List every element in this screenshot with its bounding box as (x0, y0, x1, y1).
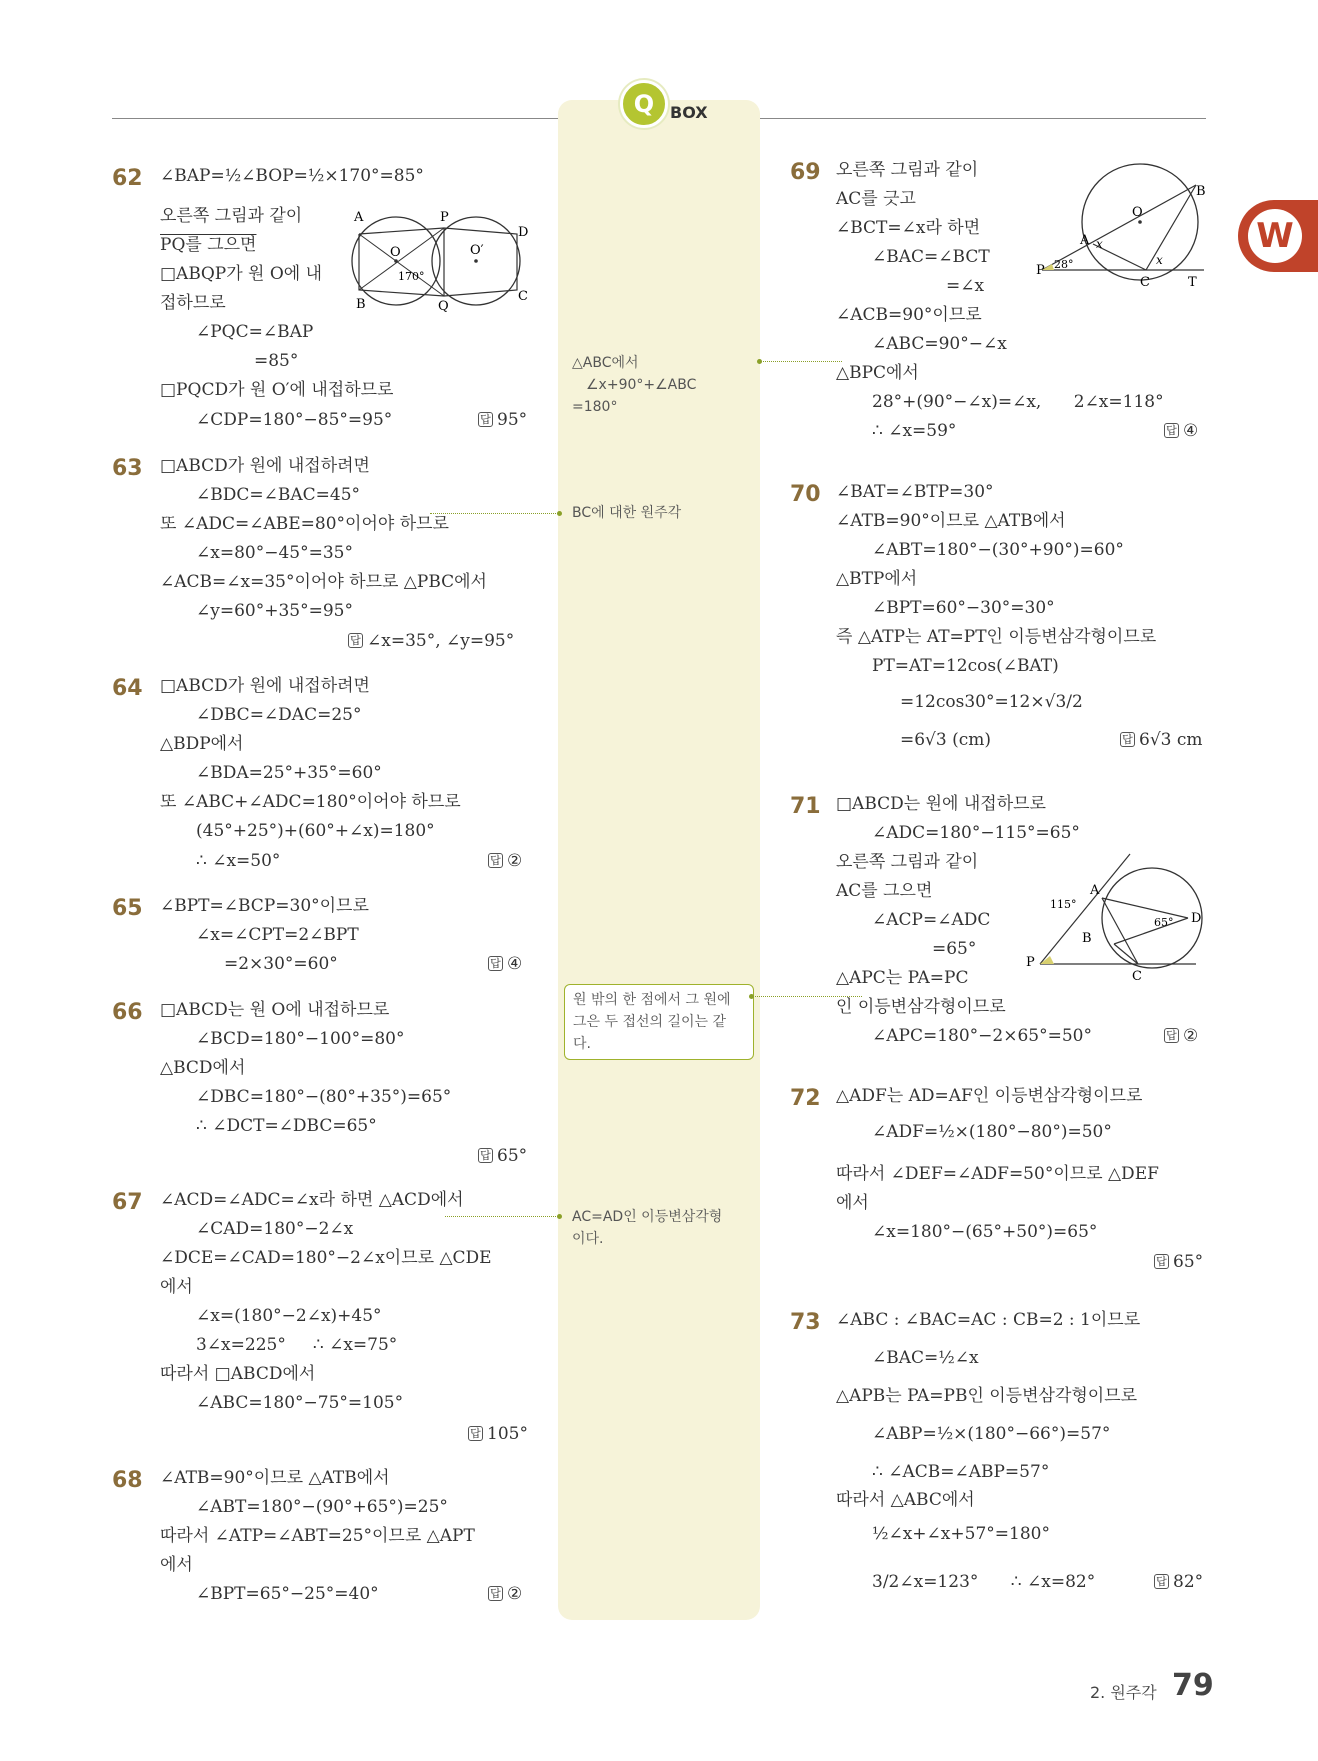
solution-line: □ABCD는 원에 내접하므로 (836, 794, 1046, 814)
solution-line: ∠BCT=∠x라 하면 (836, 218, 981, 238)
problem-number: 68 (112, 1468, 143, 1493)
solution-line: 오른쪽 그림과 같이 (836, 160, 979, 180)
solution-line: ∠CAD=180°−2∠x (196, 1219, 354, 1239)
solution-line: ∠APC=180°−2×65°=50° (872, 1026, 1092, 1046)
fig-label: P (1036, 263, 1045, 278)
fig-label: T (1188, 275, 1197, 290)
solution-line: ∠BPT=65°−25°=40° (196, 1584, 379, 1604)
solution-line: ∠DBC=∠DAC=25° (196, 705, 362, 725)
note-line: 원 밖의 한 점에서 그 원에 (573, 992, 731, 1008)
solution-line: ∠ABT=180°−(30°+90°)=60° (872, 540, 1124, 560)
solution-line: ∠ADC=180°−115°=65° (872, 823, 1080, 843)
problem-number: 66 (112, 1000, 143, 1025)
solution-line: ∠x=(180°−2∠x)+45° (196, 1306, 382, 1326)
solution-line: ∴ ∠x=50° (196, 851, 281, 871)
answer: 답 65° (1154, 1252, 1203, 1272)
solution-line: ∠ACP=∠ADC (872, 910, 991, 930)
fig-label: A (1080, 233, 1090, 248)
solution-line: ∠BAT=∠BTP=30° (836, 482, 994, 502)
solution-line: =∠x (946, 276, 985, 296)
solution-line: ∠x=80°−45°=35° (196, 543, 353, 563)
solution-line: ∠ATB=90°이므로 △ATB에서 (160, 1468, 390, 1488)
solution-line: 따라서 ∠ATP=∠ABT=25°이므로 △APT (160, 1526, 475, 1546)
fig-label: D (1191, 911, 1202, 926)
note-line: 다. (573, 1036, 591, 1052)
solution-line: ∠ABT=180°−(90°+65°)=25° (196, 1497, 448, 1517)
solution-line: 에서 (836, 1193, 869, 1213)
solution-line: □ABCD가 원에 내접하려면 (160, 676, 370, 696)
figure-71 (1026, 852, 1206, 982)
problem-number: 65 (112, 896, 143, 921)
solution-line: ∠DCE=∠CAD=180°−2∠x이므로 △CDE (160, 1248, 492, 1268)
fig-label: C (1140, 275, 1150, 290)
fig-label: B (1196, 184, 1206, 199)
solution-line: □PQCD가 원 O′에 내접하므로 (160, 380, 394, 400)
fig-label: D (518, 225, 529, 240)
solution-line: AC를 긋고 (836, 189, 916, 209)
fig-label: B (1082, 931, 1092, 946)
fig-label: C (518, 289, 528, 304)
fig-label: x (1156, 253, 1163, 267)
solution-line: ∠ABC=90°−∠x (872, 334, 1007, 354)
qbox-column (558, 100, 760, 1620)
solution-line: △BDP에서 (160, 734, 244, 754)
solution-line: (45°+25°)+(60°+∠x)=180° (196, 821, 435, 841)
fig-label: O (390, 245, 401, 260)
solution-line: △BPC에서 (836, 363, 919, 383)
header-rule-right (760, 118, 1206, 119)
solution-line: =85° (254, 351, 299, 371)
solution-line: ∠BAC=½∠x (872, 1348, 979, 1368)
solution-line: □ABCD는 원 O에 내접하므로 (160, 1000, 390, 1020)
solution-line: △BTP에서 (836, 569, 918, 589)
answer: 답 65° (478, 1146, 527, 1166)
answer: 답 105° (468, 1424, 528, 1444)
solution-line: ∠ACD=∠ADC=∠x라 하면 △ACD에서 (160, 1190, 464, 1210)
qbox-label: BOX (670, 103, 708, 122)
problem-number: 70 (790, 482, 821, 507)
qbox-note-71 (564, 984, 754, 1060)
problem-number: 72 (790, 1086, 821, 1111)
qbox-q-badge: Q (620, 80, 668, 128)
answer: 답 ② (488, 851, 522, 871)
solution-line: 따라서 △ABC에서 (836, 1490, 975, 1510)
solution-line: ∠ATB=90°이므로 △ATB에서 (836, 511, 1066, 531)
fig-label: Q (438, 299, 449, 314)
fig-label: 115° (1050, 898, 1077, 911)
fig-label: B (356, 297, 366, 312)
solution-line: ½∠x+∠x+57°=180° (872, 1524, 1050, 1544)
fig-label: x (1096, 237, 1103, 251)
note-line: BC에 대한 원주각 (572, 505, 682, 521)
fig-label: C (1132, 969, 1142, 982)
connector-69 (760, 361, 842, 362)
solution-line: ∠x=∠CPT=2∠BPT (196, 925, 359, 945)
fig-label: A (354, 210, 364, 225)
answer: 답 ④ (488, 954, 522, 974)
problem-number: 69 (790, 160, 821, 185)
solution-line: ∠BDC=∠BAC=45° (196, 485, 361, 505)
solution-line: ∠BPT=60°−30°=30° (872, 598, 1055, 618)
solution-line: ∴ ∠DCT=∠DBC=65° (196, 1116, 377, 1136)
problem-number: 62 (112, 166, 143, 191)
figure-62 (346, 206, 530, 314)
solution-line: 또 ∠ABC+∠ADC=180°이어야 하므로 (160, 792, 461, 812)
figure-69 (1036, 160, 1212, 292)
solution-line: ∠ACB=∠x=35°이어야 하므로 △PBC에서 (160, 572, 487, 592)
section-tab (1238, 200, 1318, 272)
solution-line: 접하므로 (160, 293, 226, 313)
solution-line: 인 이등변삼각형이므로 (836, 997, 1006, 1017)
solution-line: ∠PQC=∠BAP (196, 322, 314, 342)
solution-line: AC를 그으면 (836, 881, 933, 901)
note-line: AC=AD인 이등변삼각형 (572, 1209, 723, 1225)
qbox-note-69 (572, 352, 696, 418)
note-line: 그은 두 접선의 길이는 같 (573, 1014, 727, 1030)
solution-line: ∴ ∠ACB=∠ABP=57° (872, 1462, 1050, 1482)
answer: 답 95° (478, 410, 527, 430)
solution-line: ∠BCD=180°−100°=80° (196, 1029, 405, 1049)
answer: 답 ∠x=35°, ∠y=95° (348, 631, 514, 651)
solution-line: 또 ∠ADC=∠ABE=80°이어야 하므로 (160, 514, 449, 534)
solution-line: △ADF는 AD=AF인 이등변삼각형이므로 (836, 1086, 1143, 1106)
fig-label: O (1132, 205, 1143, 220)
solution-line: 에서 (160, 1277, 193, 1297)
answer: 답 6√3 cm (1120, 730, 1203, 750)
connector-dot (557, 511, 562, 516)
problem-number: 64 (112, 676, 143, 701)
fig-label: 28° (1054, 258, 1074, 271)
answer: 답 82° (1154, 1572, 1203, 1592)
solution-line: ∠ABC=180°−75°=105° (196, 1393, 404, 1413)
solution-line: =65° (932, 939, 977, 959)
connector-63 (430, 513, 560, 514)
answer: 답 ④ (1164, 421, 1198, 441)
page-number: 79 (1172, 1668, 1214, 1703)
solution-line: PT=AT=12cos(∠BAT) (872, 656, 1059, 676)
solution-line: ∠x=180°−(65°+50°)=65° (872, 1222, 1098, 1242)
solution-line: ∠BDA=25°+35°=60° (196, 763, 382, 783)
connector-dot (749, 994, 754, 999)
fig-label: 65° (1154, 916, 1174, 929)
fig-label: 170° (398, 270, 425, 283)
solution-line: 3/2∠x=123° ∴ ∠x=82° (872, 1572, 1096, 1592)
solution-line: ∠ACB=90°이므로 (836, 305, 982, 325)
problem-number: 71 (790, 794, 821, 819)
note-line: 이다. (572, 1231, 604, 1247)
solution-line: ∠BAP=½∠BOP=½×170°=85° (160, 166, 424, 186)
note-line: =180° (572, 399, 618, 415)
answer: 답 ② (1164, 1026, 1198, 1046)
connector-dot (757, 359, 762, 364)
fig-label: P (1026, 955, 1035, 970)
solution-line: ∠ABP=½×(180°−66°)=57° (872, 1424, 1111, 1444)
connector-dot (557, 1214, 562, 1219)
solution-line: =2×30°=60° (224, 954, 338, 974)
w-logo-icon: W (1248, 209, 1302, 263)
solution-line: □ABCD가 원에 내접하려면 (160, 456, 370, 476)
solution-line: 에서 (160, 1555, 193, 1575)
fig-label: A (1090, 883, 1100, 898)
solution-line: 3∠x=225° ∴ ∠x=75° (196, 1335, 398, 1355)
qbox-note-63 (572, 502, 681, 524)
footer-chapter: 2. 원주각 (1090, 1683, 1157, 1702)
solution-line: ∠BPT=∠BCP=30°이므로 (160, 896, 369, 916)
problem-number: 63 (112, 456, 143, 481)
solution-line: 28°+(90°−∠x)=∠x, 2∠x=118° (872, 392, 1164, 412)
header-rule-left (112, 118, 560, 119)
solution-line: △APB는 PA=PB인 이등변삼각형이므로 (836, 1386, 1138, 1406)
solution-line: ∠DBC=180°−(80°+35°)=65° (196, 1087, 452, 1107)
solution-line: ∠ADF=½×(180°−80°)=50° (872, 1122, 1112, 1142)
solution-line: △APC는 PA=PC (836, 968, 969, 988)
solution-line: △BCD에서 (160, 1058, 246, 1078)
qbox-note-67 (572, 1206, 722, 1250)
solution-line: ∠y=60°+35°=95° (196, 601, 353, 621)
answer: 답 ② (488, 1584, 522, 1604)
solution-line: 따라서 □ABCD에서 (160, 1364, 316, 1384)
solution-line: ∠CDP=180°−85°=95° (196, 410, 393, 430)
solution-line: 오른쪽 그림과 같이 (836, 852, 979, 872)
solution-line: =6√3 (cm) (900, 730, 992, 750)
solution-line: =12cos30°=12×√3/2 (900, 692, 1083, 712)
connector-67 (445, 1216, 560, 1217)
solution-line: 즉 △ATP는 AT=PT인 이등변삼각형이므로 (836, 627, 1157, 647)
solution-line: 따라서 ∠DEF=∠ADF=50°이므로 △DEF (836, 1164, 1159, 1184)
problem-number: 73 (790, 1310, 821, 1335)
solution-line: ∠ABC : ∠BAC=AC : CB=2 : 1이므로 (836, 1310, 1141, 1330)
note-line: ∠x+90°+∠ABC (586, 377, 697, 393)
fig-label: O′ (470, 243, 484, 258)
solution-line: ∠BAC=∠BCT (872, 247, 990, 267)
problem-number: 67 (112, 1190, 143, 1215)
note-line: △ABC에서 (572, 355, 639, 371)
solution-line: ∴ ∠x=59° (872, 421, 957, 441)
solution-line: □ABQP가 원 O에 내 (160, 264, 323, 284)
solution-line: 오른쪽 그림과 같이 (160, 206, 303, 226)
fig-label: P (440, 210, 449, 225)
solution-line: PQ를 그으면 (160, 235, 257, 255)
